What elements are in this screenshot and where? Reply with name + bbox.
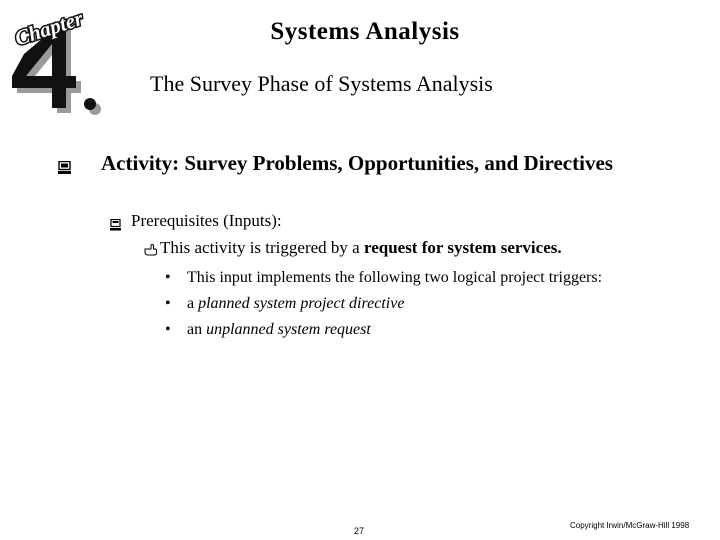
trigger-sentence-bold: request for system services.	[363, 238, 562, 257]
page-number: 27	[354, 526, 365, 536]
activity-heading: Activity: Survey Problems, Opportunities, and Directives	[101, 151, 613, 175]
computer-bullet-icon	[58, 161, 71, 175]
bullet-dot-icon: •	[165, 269, 171, 286]
bullet-dot-icon: •	[165, 321, 171, 338]
list-item-italic: planned system project directive	[198, 295, 405, 312]
monitor-bullet-icon	[110, 219, 121, 231]
list-item-prefix: an	[187, 321, 207, 338]
slide-title: Systems Analysis	[270, 18, 460, 45]
chapter-word: Chapter	[11, 5, 86, 51]
prerequisites-label: Prerequisites (Inputs):	[131, 211, 282, 230]
list-item-text: This input implements the following two logical project triggers:	[187, 269, 603, 286]
copyright-notice: Copyright Irwin/McGraw-Hill 1998	[570, 521, 690, 530]
list-item-italic: unplanned system request	[206, 321, 371, 338]
pointing-hand-icon	[144, 243, 157, 256]
list-item	[165, 269, 602, 287]
list-item	[165, 321, 371, 339]
list-item	[165, 295, 404, 313]
slide-subtitle: The Survey Phase of Systems Analysis	[150, 71, 493, 96]
trigger-sentence-text: This activity is triggered by a	[160, 238, 364, 257]
bullet-dot-icon: •	[165, 295, 171, 312]
trigger-sentence	[160, 238, 562, 258]
list-item-prefix: a	[187, 295, 199, 312]
